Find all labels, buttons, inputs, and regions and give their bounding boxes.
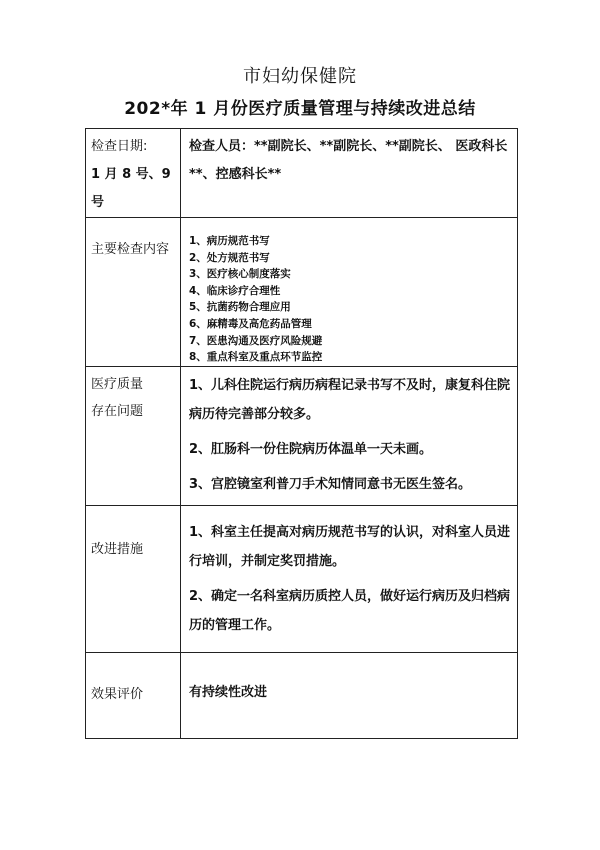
row-main-items xyxy=(86,218,518,367)
evaluation-label: 效果评价 xyxy=(91,686,144,702)
row-improvement-measures xyxy=(86,505,518,652)
measures-cell xyxy=(181,505,518,652)
date-value: 1 月 8 号、9 号 xyxy=(91,167,171,210)
evaluation-value: 有持续性改进 xyxy=(189,684,268,700)
issues-label-line1: 医疗质量 xyxy=(91,376,144,392)
main-items-list xyxy=(181,218,517,366)
inspectors-text: 检查人员：**副院长、**副院长、**副院长、 医政科长**、控感科长** xyxy=(189,139,508,182)
issue-paragraph: 1、儿科住院运行病历病程记录书写不及时，康复科住院病历待完善部分较多。 xyxy=(189,377,511,422)
evaluation-cell xyxy=(181,652,518,738)
main-items-label-cell xyxy=(86,218,181,367)
measure-paragraph: 1、科室主任提高对病历规范书写的认识，对科室人员进行培训，并制定奖罚措施。 xyxy=(189,524,511,569)
inspectors-cell xyxy=(181,129,518,218)
list-item: 7、医患沟通及医疗风险规避 xyxy=(189,334,323,347)
list-item: 1、病历规范书写 xyxy=(189,235,270,247)
date-cell xyxy=(86,129,181,218)
list-item: 5、抗菌药物合理应用 xyxy=(189,301,291,314)
issue-paragraph: 3、宫腔镜室利普刀手术知情同意书无医生签名。 xyxy=(189,476,472,492)
measures-label-cell xyxy=(86,505,181,652)
row-inspection-date xyxy=(86,129,518,218)
issues-label-cell xyxy=(86,366,181,505)
list-item: 8、重点科室及重点环节监控 xyxy=(189,351,323,364)
list-item: 6、麻精毒及高危药品管理 xyxy=(189,317,312,330)
row-quality-issues xyxy=(86,366,518,505)
list-item: 2、处方规范书写 xyxy=(189,251,270,264)
issues-label-line2: 存在问题 xyxy=(91,403,144,419)
measure-paragraph: 2、确定一名科室病历质控人员，做好运行病历及归档病历的管理工作。 xyxy=(189,588,511,633)
issue-paragraph: 2、肛肠科一份住院病历体温单一天未画。 xyxy=(189,441,433,457)
list-item: 3、医疗核心制度落实 xyxy=(189,268,291,281)
date-label: 检查日期: xyxy=(91,139,148,154)
evaluation-label-cell xyxy=(86,652,181,738)
main-items-cell xyxy=(181,218,518,367)
document-title: 202*年 1 月份医疗质量管理与持续改进总结 xyxy=(124,99,476,119)
org-name: 市妇幼保健院 xyxy=(243,66,357,87)
list-item: 4、临床诊疗合理性 xyxy=(189,284,281,297)
measures-label: 改进措施 xyxy=(91,541,144,557)
quality-report-table xyxy=(85,128,518,739)
main-items-label: 主要检查内容 xyxy=(91,242,170,257)
row-evaluation xyxy=(86,652,518,738)
issues-cell xyxy=(181,366,518,505)
